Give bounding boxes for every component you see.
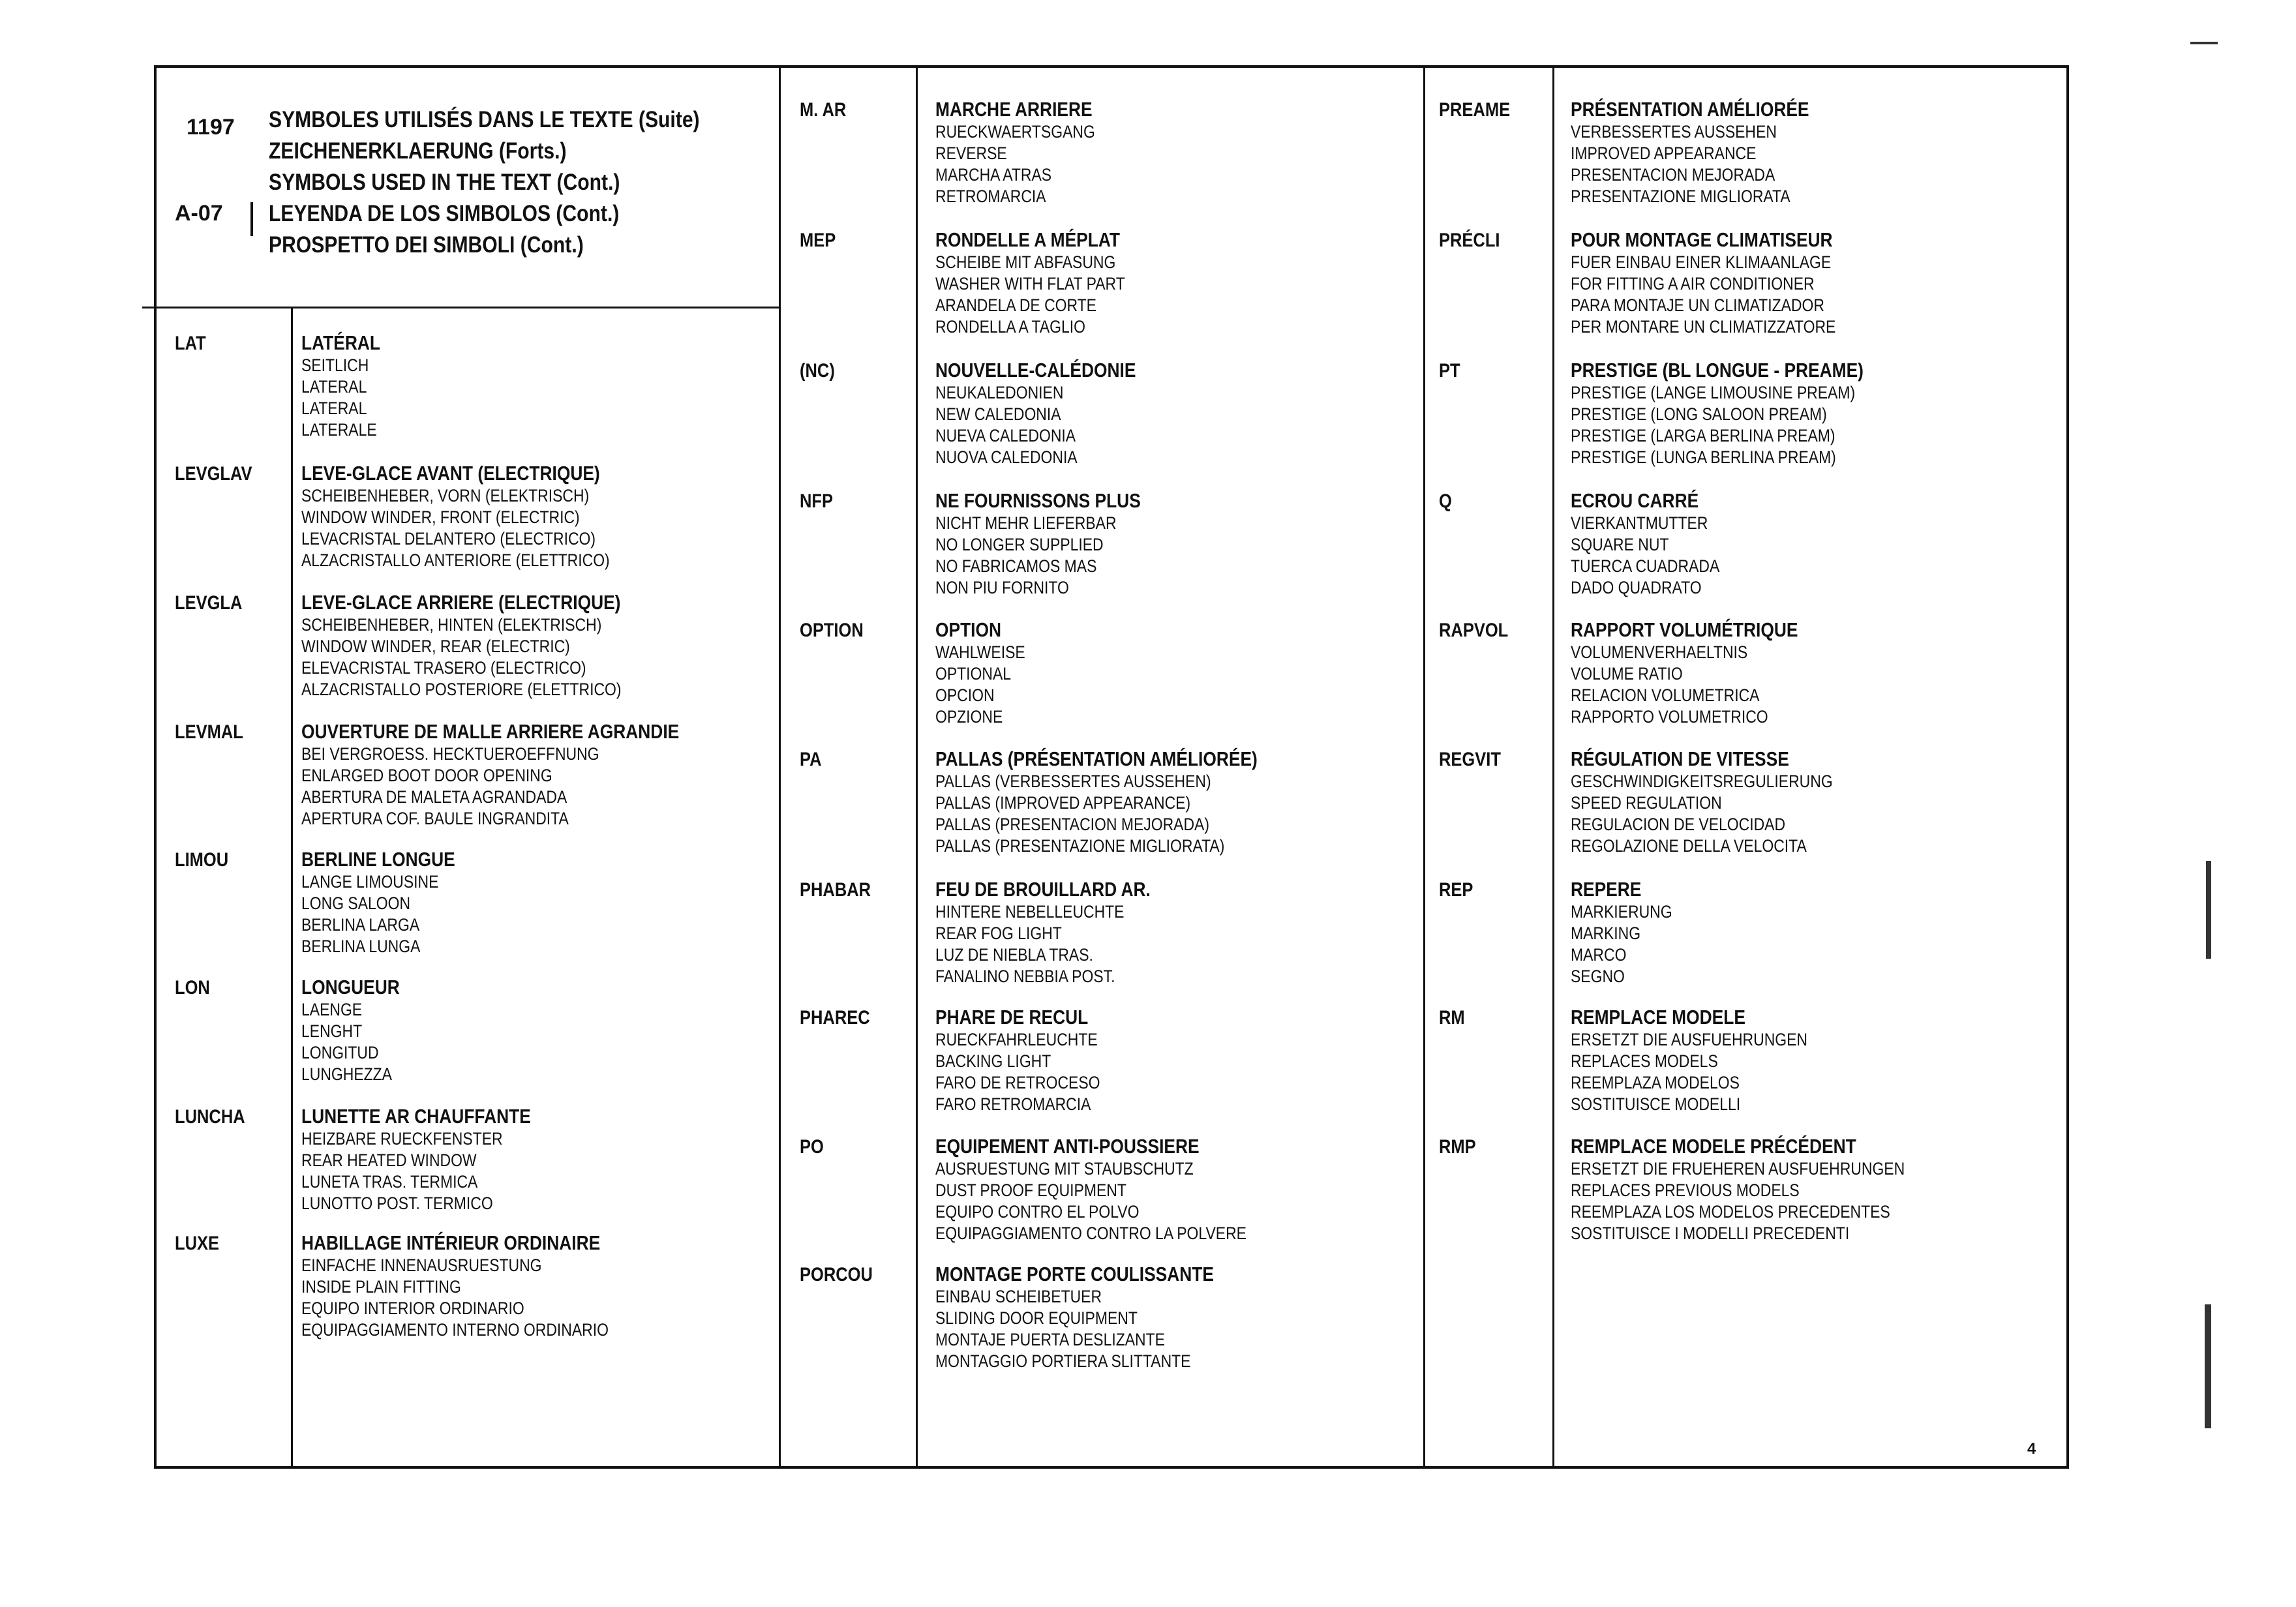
entry-term-primary: LEVE-GLACE ARRIERE (ELECTRIQUE) (301, 591, 621, 614)
entry-term-translation: EQUIPAGGIAMENTO CONTRO LA POLVERE (935, 1224, 1246, 1243)
entry-term-primary: LUNETTE AR CHAUFFANTE (301, 1105, 531, 1128)
entry-term-translation: PRESTIGE (LANGE LIMOUSINE PREAM) (1571, 383, 1856, 402)
entry-term-translation: BERLINA LUNGA (301, 937, 421, 956)
entry-abbreviation: RAPVOL (1439, 620, 1509, 641)
entry-translations (935, 489, 1177, 599)
entry-term-translation: SEITLICH (301, 355, 369, 375)
header-title-en: SYMBOLS USED IN THE TEXT (Cont.) (269, 170, 620, 195)
entry-term-primary: ECROU CARRÉ (1571, 489, 1699, 512)
entry-term-translation: PALLAS (IMPROVED APPEARANCE) (935, 793, 1191, 813)
entry-term-translation: ABERTURA DE MALETA AGRANDADA (301, 787, 567, 807)
entry-term-translation: SCHEIBENHEBER, VORN (ELEKTRISCH) (301, 486, 590, 505)
entry-term-translation: OPZIONE (935, 707, 1003, 727)
entry-term-translation: APERTURA COF. BAULE INGRANDITA (301, 809, 569, 828)
entry-abbreviation: PHABAR (800, 879, 871, 901)
entry-translations (1571, 1006, 1849, 1115)
entry-term-translation: LONGITUD (301, 1043, 379, 1062)
entry-term-translation: EQUIPO CONTRO EL POLVO (935, 1202, 1140, 1222)
entry-term-primary: NE FOURNISSONS PLUS (935, 489, 1141, 512)
entry-term-translation: MARCHA ATRAS (935, 165, 1052, 185)
entry-abbreviation: Q (1439, 490, 1452, 512)
entry-term-primary: OPTION (935, 618, 1002, 641)
entry-term-translation: LATERAL (301, 398, 367, 418)
entry-abbreviation: RMP (1439, 1136, 1476, 1158)
divider-col2-col3 (1423, 65, 1425, 1469)
entry-term-translation: RETROMARCIA (935, 187, 1046, 206)
entry-term-translation: MARKIERUNG (1571, 902, 1672, 922)
entry-abbreviation: REGVIT (1439, 749, 1501, 770)
entry-term-translation: VOLUME RATIO (1571, 664, 1683, 683)
entry-term-primary: RÉGULATION DE VITESSE (1571, 747, 1789, 770)
entry-term-translation: VIERKANTMUTTER (1571, 513, 1708, 533)
entry-term-translation: NUEVA CALEDONIA (935, 426, 1076, 445)
entry-term-translation: FARO DE RETROCESO (935, 1073, 1100, 1092)
entry-term-translation: PRESTIGE (LARGA BERLINA PREAM) (1571, 426, 1835, 445)
entry-term-translation: DUST PROOF EQUIPMENT (935, 1180, 1126, 1200)
entry-term-primary: NOUVELLE-CALÉDONIE (935, 359, 1136, 382)
entry-term-translation: OPCION (935, 685, 995, 705)
page-number: 4 (2027, 1440, 2036, 1458)
header-title-fr: SYMBOLES UTILISÉS DANS LE TEXTE (Suite) (269, 107, 700, 132)
entry-term-translation: REEMPLAZA LOS MODELOS PRECEDENTES (1571, 1202, 1890, 1222)
scan-mark-low (2205, 1304, 2211, 1428)
header-title (269, 104, 770, 261)
entry-term-primary: PHARE DE RECUL (935, 1006, 1089, 1029)
entry-term-translation: PRESTIGE (LONG SALOON PREAM) (1571, 404, 1827, 424)
entry-term-translation: LUNETA TRAS. TERMICA (301, 1172, 478, 1192)
entry-term-translation: LAENGE (301, 1000, 363, 1019)
entry-abbreviation: LEVGLAV (175, 463, 252, 485)
entry-term-primary: LONGUEUR (301, 976, 400, 999)
entry-term-primary: LATÉRAL (301, 331, 381, 354)
entry-abbreviation: PT (1439, 360, 1460, 382)
entry-term-translation: LENGHT (301, 1021, 363, 1041)
entry-abbreviation: PRÉCLI (1439, 230, 1500, 251)
entry-term-primary: REMPLACE MODELE (1571, 1006, 1745, 1029)
entry-term-primary: PRÉSENTATION AMÉLIORÉE (1571, 98, 1809, 121)
entry-term-translation: RONDELLA A TAGLIO (935, 317, 1086, 337)
entry-term-translation: SOSTITUISCE I MODELLI PRECEDENTI (1571, 1224, 1850, 1243)
entry-term-translation: SCHEIBENHEBER, HINTEN (ELEKTRISCH) (301, 615, 602, 635)
header-bar (250, 202, 253, 236)
scan-mark-mid (2206, 861, 2211, 959)
entry-translations (301, 1105, 571, 1214)
entry-term-primary: MONTAGE PORTE COULISSANTE (935, 1263, 1214, 1285)
entry-term-translation: WAHLWEISE (935, 642, 1025, 662)
entry-term-translation: REAR FOG LIGHT (935, 924, 1062, 943)
entry-term-translation: EQUIPAGGIAMENTO INTERNO ORDINARIO (301, 1320, 609, 1340)
scan-mark-top (2190, 42, 2218, 44)
entry-term-translation: NICHT MEHR LIEFERBAR (935, 513, 1117, 533)
entry-term-translation: SQUARE NUT (1571, 535, 1669, 554)
entry-translations (935, 1263, 1263, 1372)
entry-term-translation: BACKING LIGHT (935, 1051, 1051, 1071)
entry-term-translation: ERSETZT DIE AUSFUEHRUNGEN (1571, 1030, 1808, 1049)
entry-abbreviation: LAT (175, 333, 206, 354)
entry-term-translation: IMPROVED APPEARANCE (1571, 143, 1757, 163)
entry-term-translation: INSIDE PLAIN FITTING (301, 1277, 461, 1297)
entry-term-translation: RAPPORTO VOLUMETRICO (1571, 707, 1768, 727)
entry-term-translation: REAR HEATED WINDOW (301, 1150, 477, 1170)
divider-col1-terms (291, 307, 293, 1469)
entry-term-primary: REPERE (1571, 878, 1642, 901)
entry-translations (935, 747, 1314, 857)
entry-term-translation: LUNOTTO POST. TERMICO (301, 1194, 493, 1213)
entry-abbreviation: MEP (800, 230, 836, 251)
entry-term-primary: BERLINE LONGUE (301, 848, 455, 871)
entry-abbreviation: REP (1439, 879, 1473, 901)
entry-term-translation: BERLINA LARGA (301, 915, 420, 935)
entry-abbreviation: RM (1439, 1007, 1465, 1029)
entry-term-translation: PALLAS (VERBESSERTES AUSSEHEN) (935, 772, 1211, 791)
entry-term-translation: EINFACHE INNENAUSRUESTUNG (301, 1255, 542, 1275)
entry-term-translation: ARANDELA DE CORTE (935, 295, 1097, 315)
entry-abbreviation: LUNCHA (175, 1106, 245, 1128)
entry-abbreviation: PREAME (1439, 99, 1511, 121)
entry-term-primary: RONDELLE A MÉPLAT (935, 228, 1121, 251)
entry-translations (935, 228, 1158, 338)
entry-term-translation: WASHER WITH FLAT PART (935, 274, 1125, 293)
entry-term-translation: MONTAGGIO PORTIERA SLITTANTE (935, 1351, 1191, 1371)
entry-term-translation: ERSETZT DIE FRUEHEREN AUSFUEHRUNGEN (1571, 1159, 1905, 1179)
entry-term-translation: PALLAS (PRESENTACION MEJORADA) (935, 815, 1209, 834)
entry-term-translation: VOLUMENVERHAELTNIS (1571, 642, 1748, 662)
entry-term-translation: REGOLAZIONE DELLA VELOCITA (1571, 836, 1807, 856)
divider-col2-terms (916, 65, 918, 1469)
entry-abbreviation: M. AR (800, 99, 847, 121)
entry-term-primary: HABILLAGE INTÉRIEUR ORDINAIRE (301, 1231, 601, 1254)
divider-col1-col2 (779, 65, 781, 1469)
entry-term-primary: EQUIPEMENT ANTI-POUSSIERE (935, 1135, 1200, 1158)
entry-translations (301, 720, 746, 830)
entry-translations (1571, 878, 1690, 987)
entry-term-translation: LATERALE (301, 420, 377, 440)
entry-term-translation: FOR FITTING A AIR CONDITIONER (1571, 274, 1815, 293)
entry-term-translation: WINDOW WINDER, FRONT (ELECTRIC) (301, 507, 580, 527)
divider-col3-terms (1552, 65, 1554, 1469)
header-title-de: ZEICHENERKLAERUNG (Forts.) (269, 138, 567, 164)
entry-term-translation: ALZACRISTALLO POSTERIORE (ELETTRICO) (301, 680, 622, 699)
header-title-es: LEYENDA DE LOS SIMBOLOS (Cont.) (269, 201, 620, 226)
entry-translations (1571, 489, 1746, 599)
entry-abbreviation: OPTION (800, 620, 864, 641)
entry-term-translation: MARKING (1571, 924, 1641, 943)
entry-term-translation: PRESENTACION MEJORADA (1571, 165, 1775, 185)
entry-translations (1571, 1135, 1964, 1244)
entry-term-translation: NEUKALEDONIEN (935, 383, 1064, 402)
entry-term-translation: ALZACRISTALLO ANTERIORE (ELETTRICO) (301, 550, 610, 570)
entry-translations (935, 878, 1188, 987)
entry-term-translation: RUECKWAERTSGANG (935, 122, 1095, 142)
entry-abbreviation: NFP (800, 490, 833, 512)
entry-term-translation: LUZ DE NIEBLA TRAS. (935, 945, 1093, 965)
entry-abbreviation: (NC) (800, 360, 835, 382)
entry-translations (1571, 618, 1838, 728)
entry-abbreviation: LEVMAL (175, 721, 243, 743)
entry-term-translation: PARA MONTAJE UN CLIMATIZADOR (1571, 295, 1824, 315)
entry-term-translation: LEVACRISTAL DELANTERO (ELECTRICO) (301, 529, 596, 548)
entry-term-translation: PRESENTAZIONE MIGLIORATA (1571, 187, 1790, 206)
entry-term-primary: MARCHE ARRIERE (935, 98, 1093, 121)
entry-term-translation: DADO QUADRATO (1571, 578, 1702, 597)
entry-term-primary: REMPLACE MODELE PRÉCÉDENT (1571, 1135, 1856, 1158)
entry-term-translation: PER MONTARE UN CLIMATIZZATORE (1571, 317, 1836, 337)
entry-term-translation: OPTIONAL (935, 664, 1012, 683)
entry-term-translation: SOSTITUISCE MODELLI (1571, 1094, 1741, 1114)
entry-term-primary: FEU DE BROUILLARD AR. (935, 878, 1151, 901)
entry-term-translation: HINTERE NEBELLEUCHTE (935, 902, 1125, 922)
header (175, 104, 762, 274)
entry-term-translation: ENLARGED BOOT DOOR OPENING (301, 766, 552, 785)
entry-term-translation: RELACION VOLUMETRICA (1571, 685, 1760, 705)
entry-term-translation: WINDOW WINDER, REAR (ELECTRIC) (301, 637, 570, 656)
entry-term-translation: PRESTIGE (LUNGA BERLINA PREAM) (1571, 447, 1836, 467)
entry-term-translation: LONG SALOON (301, 894, 411, 913)
entry-term-primary: POUR MONTAGE CLIMATISEUR (1571, 228, 1833, 251)
entry-term-translation: NO LONGER SUPPLIED (935, 535, 1104, 554)
entry-translations (1571, 228, 1882, 338)
entry-translations (935, 98, 1123, 207)
entry-term-translation: FUER EINBAU EINER KLIMAANLAGE (1571, 252, 1832, 272)
entry-abbreviation: LON (175, 977, 210, 999)
entry-translations (301, 976, 417, 1085)
entry-abbreviation: LUXE (175, 1233, 220, 1254)
document-code-top: 1197 (187, 115, 235, 140)
document-code-bottom: A-07 (175, 201, 223, 226)
header-title-it: PROSPETTO DEI SIMBOLI (Cont.) (269, 232, 584, 258)
entry-term-translation: NON PIU FORNITO (935, 578, 1069, 597)
entry-term-translation: MONTAJE PUERTA DESLIZANTE (935, 1330, 1165, 1349)
entry-translations (1571, 747, 1879, 857)
entry-term-translation: FARO RETROMARCIA (935, 1094, 1091, 1114)
entry-term-translation: GESCHWINDIGKEITSREGULIERUNG (1571, 772, 1833, 791)
entry-translations (301, 848, 482, 957)
entry-term-translation: RUECKFAHRLEUCHTE (935, 1030, 1098, 1049)
entry-abbreviation: PO (800, 1136, 824, 1158)
entry-term-translation: EINBAU SCHEIBETUER (935, 1287, 1102, 1306)
entry-term-translation: SEGNO (1571, 967, 1625, 986)
entry-translations (1571, 98, 1851, 207)
entry-term-translation: TUERCA CUADRADA (1571, 556, 1720, 576)
entry-term-translation: REPLACES MODELS (1571, 1051, 1718, 1071)
entry-term-translation: REEMPLAZA MODELOS (1571, 1073, 1740, 1092)
entry-translations (1571, 359, 1915, 468)
entry-term-translation: ELEVACRISTAL TRASERO (ELECTRICO) (301, 658, 586, 678)
entry-translations (935, 359, 1171, 468)
entry-term-translation: NUOVA CALEDONIA (935, 447, 1078, 467)
entry-term-primary: PALLAS (PRÉSENTATION AMÉLIORÉE) (935, 747, 1258, 770)
entry-term-translation: NEW CALEDONIA (935, 404, 1061, 424)
entry-term-translation: MARCO (1571, 945, 1627, 965)
entry-term-translation: FANALINO NEBBIA POST. (935, 967, 1115, 986)
entry-term-translation: AUSRUESTUNG MIT STAUBSCHUTZ (935, 1159, 1194, 1179)
entry-term-translation: REPLACES PREVIOUS MODELS (1571, 1180, 1800, 1200)
entry-term-translation: EQUIPO INTERIOR ORDINARIO (301, 1299, 524, 1318)
entry-term-translation: NO FABRICAMOS MAS (935, 556, 1097, 576)
entry-translations (935, 1006, 1129, 1115)
entry-abbreviation: PHAREC (800, 1007, 870, 1029)
entry-term-translation: LATERAL (301, 377, 367, 397)
entry-term-translation: LANGE LIMOUSINE (301, 872, 439, 892)
entry-term-primary: OUVERTURE DE MALLE ARRIERE AGRANDIE (301, 720, 680, 743)
entry-term-translation: VERBESSERTES AUSSEHEN (1571, 122, 1777, 142)
entry-translations (301, 591, 678, 700)
entry-translations (935, 618, 1041, 728)
entry-abbreviation: PA (800, 749, 822, 770)
entry-term-translation: REGULACION DE VELOCIDAD (1571, 815, 1786, 834)
entry-term-translation: PALLAS (PRESENTAZIONE MIGLIORATA) (935, 836, 1225, 856)
entry-abbreviation: PORCOU (800, 1264, 873, 1285)
entry-abbreviation: LIMOU (175, 849, 229, 871)
entry-term-primary: PRESTIGE (BL LONGUE - PREAME) (1571, 359, 1864, 382)
entry-translations (935, 1135, 1301, 1244)
entry-term-primary: RAPPORT VOLUMÉTRIQUE (1571, 618, 1798, 641)
entry-translations (301, 331, 394, 441)
entry-translations (301, 1231, 663, 1341)
entry-term-translation: SLIDING DOOR EQUIPMENT (935, 1308, 1138, 1328)
entry-term-translation: BEI VERGROESS. HECKTUEROEFFNUNG (301, 744, 599, 764)
entry-term-translation: SPEED REGULATION (1571, 793, 1722, 813)
entry-term-translation: SCHEIBE MIT ABFASUNG (935, 252, 1116, 272)
entry-term-primary: LEVE-GLACE AVANT (ELECTRIQUE) (301, 462, 600, 485)
header-divider (142, 307, 779, 308)
entry-term-translation: LUNGHEZZA (301, 1064, 393, 1084)
entry-abbreviation: LEVGLA (175, 592, 243, 614)
entry-translations (301, 462, 664, 571)
entry-term-translation: HEIZBARE RUECKFENSTER (301, 1129, 503, 1149)
entry-term-translation: REVERSE (935, 143, 1007, 163)
